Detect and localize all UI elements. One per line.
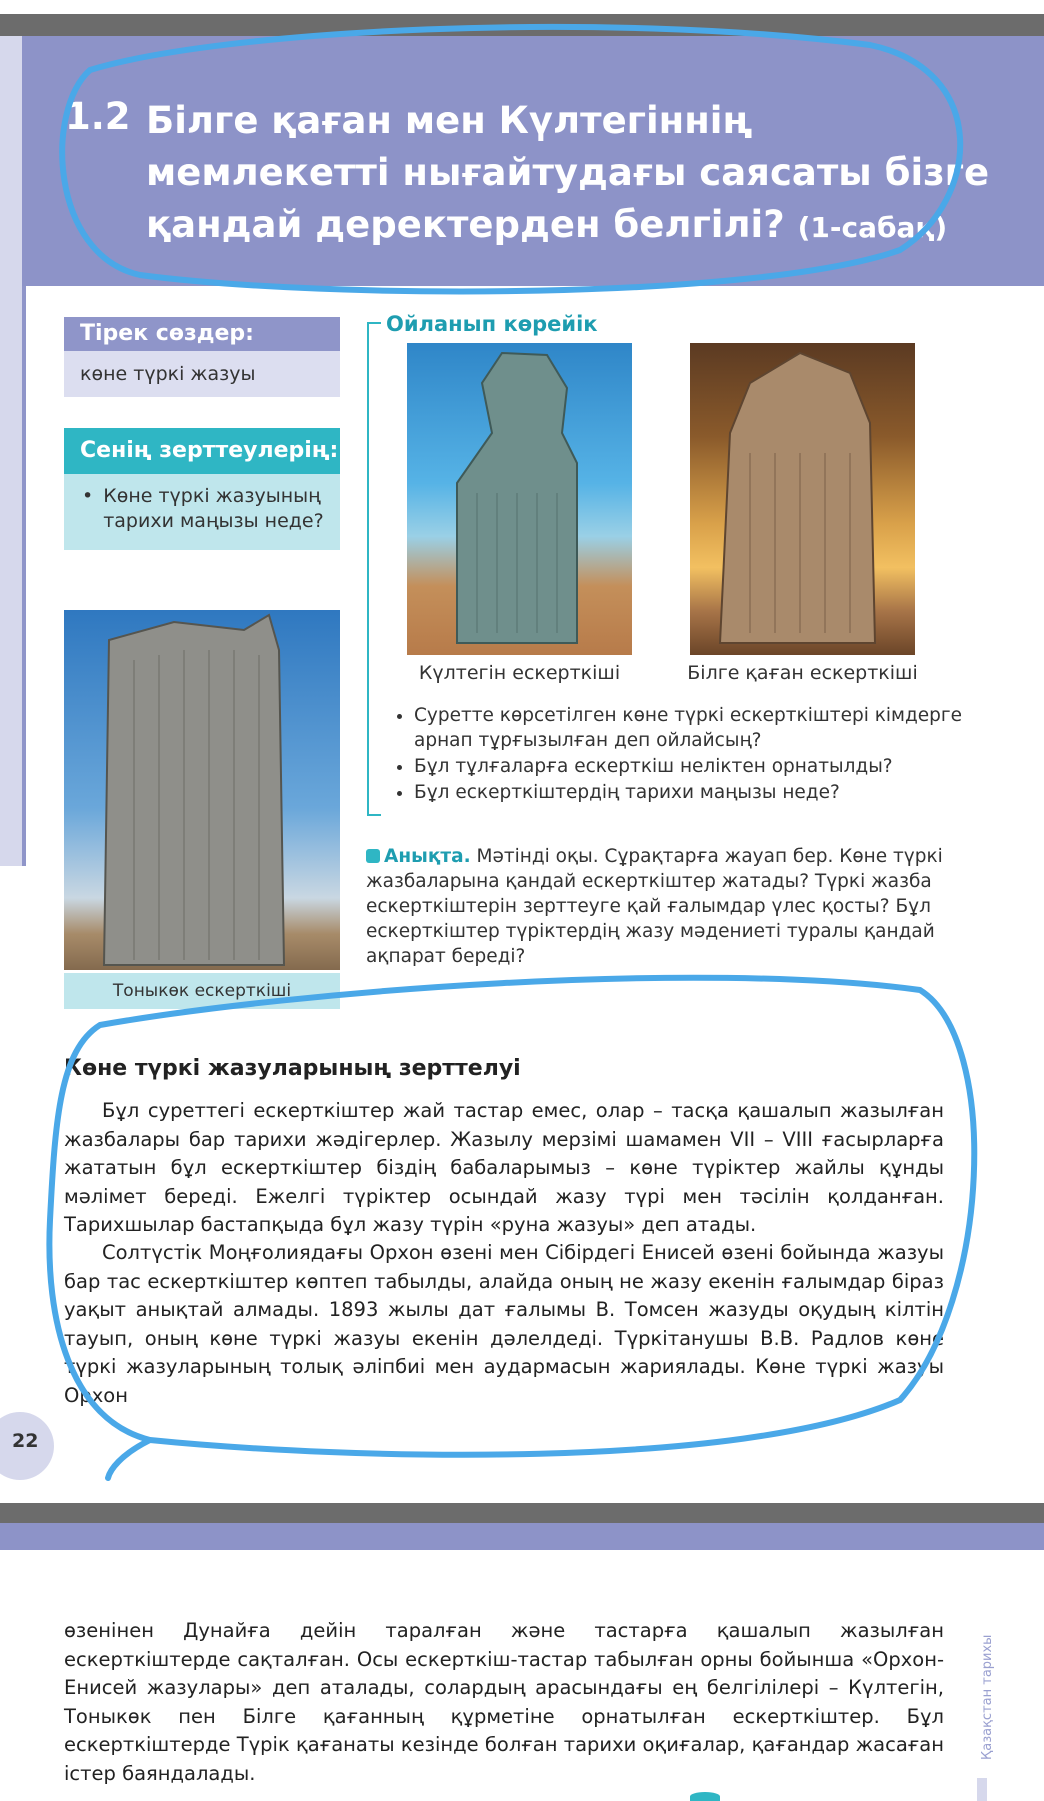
keywords-text: көне түркі жазуы	[64, 351, 340, 397]
caption-bilge: Білге қаған ескерткіші	[687, 662, 918, 684]
page-separator	[0, 1503, 1044, 1523]
section-title: Көне түркі жазуларының зерттелуі	[64, 1056, 521, 1081]
lesson-number: 1.2	[65, 95, 131, 138]
side-bar	[977, 1778, 987, 1801]
next-heading-stub	[690, 1792, 720, 1801]
paragraph-2	[64, 1239, 944, 1410]
bilge-kagan-monument-photo	[690, 343, 915, 655]
kultegin-monument-photo	[407, 343, 632, 655]
kultegin-stone-icon	[407, 343, 632, 655]
question-list	[388, 703, 974, 806]
paragraph-1	[64, 1097, 944, 1240]
research-box	[64, 474, 340, 550]
left-margin-strip	[0, 36, 22, 866]
tonyukuk-stone-icon	[64, 610, 340, 970]
identify-task	[366, 844, 946, 969]
paragraph-1-text: Бұл суреттегі ескерткіштер жай тастар емес, олар – тасқа қашалып жазылған жазбалары бар тарихи жәдігерлер. Жазылу мерзімі шамамен VII – VIII ғасырларға жататын бұл ескерткіштер біздің бабаларымыз – көне түріктер жайлы құнды мәлімет береді. Ежелгі түріктер осындай жазу түрі мен тәсілін қолданған. Тарихшылар бастапқыда бұл жазу түрін «руна жазуы» деп атады.	[64, 1099, 944, 1236]
paragraph-3: өзенінен Дунайға дейін таралған және тастарға қашалып жазылған ескерткіштерде сақталған. Осы ескерткіш-тастар табылған орны бойынша «Орхон-Енисей жазулары» деп аталады, солардың арасындағы ең белгілілері – Күлтегін, Тоныкөк пен Білге қағанның құрметіне орнатылған ескерткіштер. Бұл ескерткіштерде Түрік қағанаты кезінде болған тарихи оқиғалар, қағандар жасаған істер баяндалады.	[64, 1619, 944, 1785]
list-item: • Бұл тұлғаларға ескерткіш неліктен орнатылды?	[414, 754, 974, 779]
top-dark-bar	[0, 14, 1044, 36]
lesson-label: (1-сабақ)	[797, 211, 948, 244]
list-item: • Суретте көрсетілген көне түркі ескерткіштері кімдерге арнап тұрғызылған деп ойлайсың?	[414, 703, 974, 753]
page-number: 22	[12, 1430, 39, 1452]
keywords-heading: Тірек сөздер:	[64, 317, 340, 351]
research-heading: Сенің зерттеулерің:	[64, 428, 340, 474]
bilge-stone-icon	[690, 343, 915, 655]
bullet-icon: •	[82, 485, 94, 507]
list-item: • Бұл ескерткіштердің тарихи маңызы неде?	[414, 780, 974, 805]
think-heading: Ойланып көрейік	[386, 312, 598, 336]
caption-kultegin: Күлтегін ескерткіші	[418, 662, 621, 684]
paragraph-2-text: Солтүстік Моңғолиядағы Орхон өзені мен Сібірдегі Енисей өзені бойында жазуы бар тас ескерткіштер көптеп табылды, алайда оның не жазу екенін ғалымдар біраз уақыт анықтай алмады. 1893 жылы дат ғалымы В. Томсен жазуды оқудың кілтін тауып, оның көне түркі жазуы екенін дәлелдеді. Түркітанушы В.В. Радлов көне түркі жазуларының толық әліпбиі мен аудармасын жариялады. Көне түркі жазуы Орхон	[64, 1241, 944, 1407]
task-marker-icon	[366, 849, 380, 863]
side-label: Қазақстан тарихы	[980, 1634, 995, 1760]
title-text: Білге қаған мен Күлтегіннің мемлекетті нығайтудағы саясаты бізге қандай деректерден белгілі?	[146, 99, 990, 246]
identify-text: Мәтінді оқы. Сұрақтарға жауап бер. Көне түркі жазбаларына қандай ескерткіштер жатады? Түркі жазба ескерткіштерін зерттеуге қай ғалымдар үлес қосты? Бұл ескерткіштер түріктердің жазу мәдениеті туралы қандай ақпарат береді?	[366, 846, 943, 967]
tonyukuk-monument-photo	[64, 610, 340, 970]
think-bracket	[367, 322, 381, 816]
page-title	[146, 95, 1006, 254]
next-page-band	[0, 1523, 1044, 1550]
identify-lead: Анықта.	[384, 846, 471, 867]
caption-tonyukuk: Тоныкөк ескерткіші	[64, 973, 340, 1009]
research-item: Көне түркі жазуының тарихи маңызы неде?	[103, 485, 324, 532]
